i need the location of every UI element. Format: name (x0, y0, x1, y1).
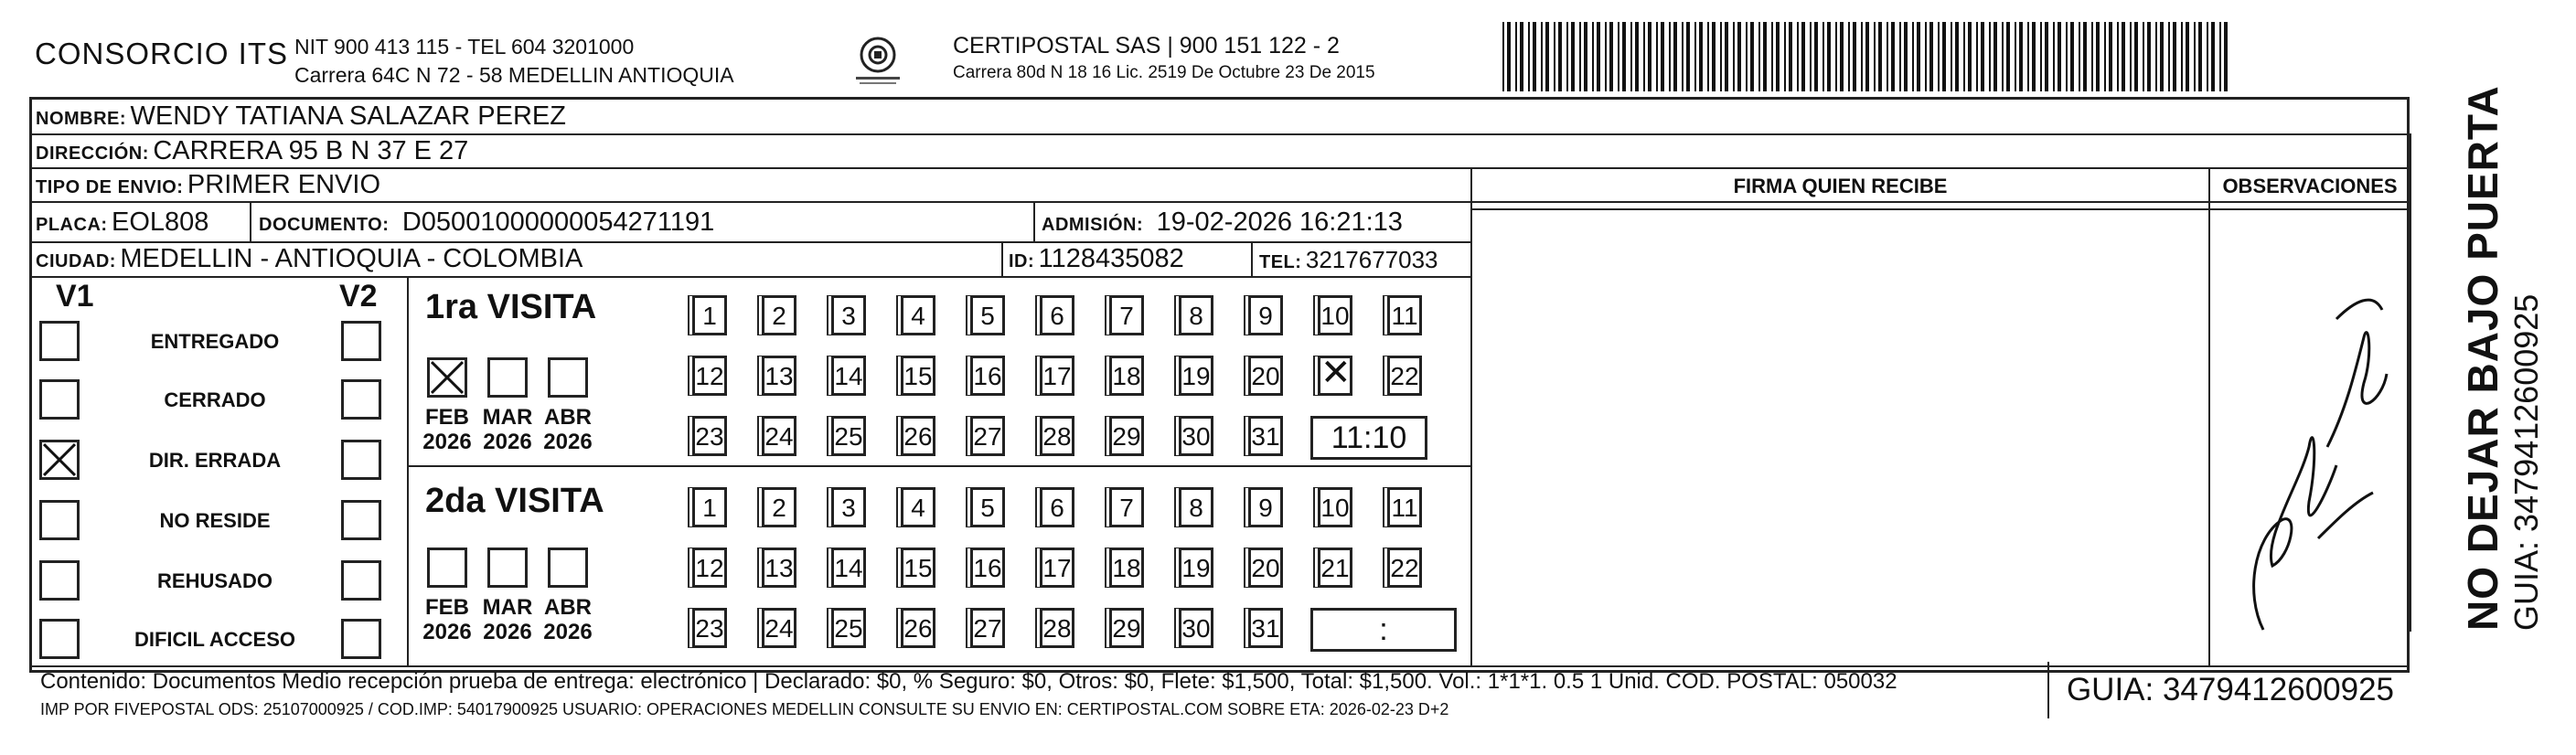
day-box[interactable]: 9 (1248, 295, 1283, 335)
day-box[interactable]: 18 (1109, 356, 1144, 396)
courier-address: Carrera 80d N 18 16 Lic. 2519 De Octubre 23 De 2015 (953, 63, 1375, 82)
address-value: CARRERA 95 B N 37 E 27 (153, 136, 469, 165)
shipment-type: PRIMER ENVIO (187, 170, 381, 199)
company-address: Carrera 64C N 72 - 58 MEDELLIN ANTIOQUIA (294, 63, 734, 87)
month-year: 2026 (543, 430, 593, 454)
month-year: 2026 (422, 430, 472, 454)
month-checkbox[interactable] (548, 548, 588, 588)
day-box[interactable]: 6 (1040, 487, 1074, 527)
day-box[interactable]: 27 (970, 416, 1005, 456)
month-label (480, 595, 535, 644)
visit1-time[interactable]: 11:10 (1310, 416, 1427, 460)
day-box[interactable]: 28 (1040, 608, 1074, 648)
day-box[interactable]: 31 (1248, 608, 1283, 648)
city-label: CIUDAD: (36, 251, 116, 271)
month-name: MAR (482, 595, 533, 620)
day-box[interactable]: 17 (1040, 548, 1074, 588)
month-checkbox[interactable] (548, 357, 588, 398)
day-box[interactable]: 10 (1318, 295, 1352, 335)
day-box[interactable]: 17 (1040, 356, 1074, 396)
day-box[interactable]: 8 (1179, 295, 1213, 335)
day-box[interactable]: 19 (1179, 356, 1213, 396)
shipping-form (29, 97, 2410, 673)
day-box[interactable]: 29 (1109, 416, 1144, 456)
document-label: DOCUMENTO: (259, 215, 390, 235)
day-box[interactable]: 11 (1387, 295, 1422, 335)
day-box[interactable]: 13 (762, 356, 796, 396)
month-checkbox[interactable] (487, 357, 528, 398)
visit2-time[interactable]: : (1310, 608, 1457, 652)
phone-field (1259, 246, 1438, 274)
month-checkbox[interactable] (427, 357, 467, 398)
company-name: CONSORCIO ITS (35, 37, 289, 70)
address-label: DIRECCIÓN: (36, 144, 149, 164)
month-name: ABR (544, 595, 592, 620)
month-name: MAR (482, 405, 533, 430)
day-box[interactable]: 6 (1040, 295, 1074, 335)
day-box[interactable]: 10 (1318, 487, 1352, 527)
day-box[interactable]: 7 (1109, 295, 1144, 335)
barcode (1502, 22, 2229, 91)
id-field (1009, 244, 1184, 274)
day-box[interactable]: 3 (831, 295, 866, 335)
day-box[interactable]: 15 (901, 548, 935, 588)
v1-header: V1 (56, 279, 94, 314)
month-name: ABR (544, 405, 592, 430)
day-box[interactable]: 28 (1040, 416, 1074, 456)
id-label: ID: (1009, 251, 1035, 271)
day-box[interactable]: 2 (762, 295, 796, 335)
certipostal-logo (850, 33, 905, 90)
day-box[interactable]: 25 (831, 416, 866, 456)
day-box[interactable]: 18 (1109, 548, 1144, 588)
day-box[interactable]: 31 (1248, 416, 1283, 456)
v2-checkbox[interactable] (341, 379, 381, 420)
month-label (420, 595, 475, 644)
day-box[interactable]: 5 (970, 487, 1005, 527)
shipment-type-field (36, 170, 380, 200)
day-box[interactable]: 7 (1109, 487, 1144, 527)
status-label: NO RESIDE (159, 509, 271, 532)
status-label: DIFICIL ACCESO (134, 628, 295, 651)
city-value: MEDELLIN - ANTIOQUIA - COLOMBIA (120, 244, 583, 273)
recipient-signature (2227, 264, 2400, 648)
day-box[interactable]: 25 (831, 608, 866, 648)
no-under-door-warning: NO DEJAR BAJO PUERTA (2459, 85, 2507, 631)
recipient-name: WENDY TATIANA SALAZAR PEREZ (130, 101, 566, 131)
v2-checkbox[interactable] (341, 619, 381, 659)
day-box[interactable]: 16 (970, 356, 1005, 396)
month-checkbox[interactable] (487, 548, 528, 588)
document-number: D05001000000054271191 (401, 207, 715, 237)
side-notice (2458, 85, 2546, 631)
v2-checkbox[interactable] (341, 440, 381, 480)
day-box[interactable]: 20 (1248, 356, 1283, 396)
nit-line: NIT 900 413 115 - TEL 604 3201000 (294, 35, 635, 58)
plate-label: PLACA: (36, 215, 108, 235)
day-box[interactable]: 4 (901, 295, 935, 335)
day-box[interactable]: 19 (1179, 548, 1213, 588)
day-box[interactable]: 5 (970, 295, 1005, 335)
id-value: 1128435082 (1038, 244, 1184, 273)
day-box[interactable]: 30 (1179, 608, 1213, 648)
v2-checkbox[interactable] (341, 321, 381, 361)
print-info-line: IMP POR FIVEPOSTAL ODS: 25107000925 / COD.IMP: 54017900925 USUARIO: OPERACIONES MEDELLIN CONSULTE SU ENVIO EN: CERTIPOSTAL.COM SOBRE ETA: 2026-02-23 D+2 (40, 700, 1449, 718)
city-field (36, 244, 583, 274)
v2-checkbox[interactable] (341, 560, 381, 601)
signature-column-title: FIRMA QUIEN RECIBE (1733, 175, 1948, 197)
admission-field (1042, 207, 1403, 238)
day-box[interactable]: 14 (831, 548, 866, 588)
month-name: FEB (425, 595, 469, 620)
admission-label: ADMISIÓN: (1042, 215, 1144, 235)
day-box[interactable]: 16 (970, 548, 1005, 588)
day-box[interactable]: 23 (692, 416, 727, 456)
day-box[interactable]: 22 (1387, 356, 1422, 396)
shipment-type-label: TIPO DE ENVIO: (36, 177, 184, 197)
observations-column-title: OBSERVACIONES (2222, 175, 2398, 197)
day-box[interactable]: 14 (831, 356, 866, 396)
day-box[interactable]: 20 (1248, 548, 1283, 588)
month-label (540, 595, 595, 644)
day-box[interactable]: 8 (1179, 487, 1213, 527)
address-field (36, 136, 468, 166)
side-tracking-number: GUIA: 3479412600925 (2507, 293, 2545, 631)
v1-checkbox[interactable] (39, 560, 80, 601)
day-box[interactable]: 1 (692, 295, 727, 335)
month-checkbox[interactable] (427, 548, 467, 588)
day-box[interactable]: 29 (1109, 608, 1144, 648)
month-name: FEB (425, 405, 469, 430)
day-box[interactable]: 27 (970, 608, 1005, 648)
recipient-name-label: NOMBRE: (36, 109, 127, 129)
plate-field (36, 207, 208, 238)
v1-checkbox[interactable] (39, 619, 80, 659)
day-box[interactable]: 30 (1179, 416, 1213, 456)
day-box[interactable]: 12 (692, 548, 727, 588)
plate-value: EOL808 (112, 207, 209, 237)
day-box[interactable]: 26 (901, 608, 935, 648)
day-box[interactable]: 12 (692, 356, 727, 396)
day-box[interactable]: 21 (1318, 548, 1352, 588)
v2-header: V2 (339, 279, 378, 314)
day-box[interactable] (1318, 356, 1352, 396)
day-box[interactable]: 2 (762, 487, 796, 527)
day-box[interactable]: 22 (1387, 548, 1422, 588)
recipient-name-field (36, 101, 566, 132)
month-label (420, 405, 475, 454)
document-field (259, 207, 714, 238)
month-label (480, 405, 535, 454)
day-box[interactable]: 15 (901, 356, 935, 396)
v1-checkbox[interactable] (39, 379, 80, 420)
courier-name: CERTIPOSTAL SAS | 900 151 122 - 2 (953, 33, 1340, 58)
day-box[interactable]: 26 (901, 416, 935, 456)
day-box[interactable]: 9 (1248, 487, 1283, 527)
day-box[interactable]: 13 (762, 548, 796, 588)
month-year: 2026 (483, 430, 532, 454)
month-year: 2026 (543, 620, 593, 644)
v1-checkbox[interactable] (39, 500, 80, 540)
status-label: CERRADO (164, 388, 266, 411)
status-label: REHUSADO (157, 569, 273, 592)
day-box[interactable]: 3 (831, 487, 866, 527)
v1-checkbox[interactable] (39, 440, 80, 480)
day-box[interactable]: 23 (692, 608, 727, 648)
day-box[interactable]: 24 (762, 416, 796, 456)
visit1-title: 1ra VISITA (425, 288, 597, 326)
courier-info (953, 33, 1375, 83)
v2-checkbox[interactable] (341, 500, 381, 540)
month-year: 2026 (483, 620, 532, 644)
status-label: ENTREGADO (150, 330, 280, 353)
status-label: DIR. ERRADA (148, 449, 282, 472)
day-box[interactable]: 1 (692, 487, 727, 527)
contents-line: Contenido: Documentos Medio recepción prueba de entrega: electrónico | Declarado: $0, % Seguro: $0, Otros: $0, Flete: $1,500, Total: $1,500. Vol.: 1*1*1. 0.5 1 Unid. COD. POSTAL: 050032 (40, 669, 1897, 694)
v1-checkbox[interactable] (39, 321, 80, 361)
phone-value: 3217677033 (1305, 246, 1438, 273)
tracking-number-box: GUIA: 3479412600925 (2047, 662, 2411, 718)
day-box[interactable]: 4 (901, 487, 935, 527)
day-box[interactable]: 11 (1387, 487, 1422, 527)
month-label (540, 405, 595, 454)
company-info (294, 33, 734, 90)
visit2-title: 2da VISITA (425, 482, 604, 520)
admission-datetime: 19-02-2026 16:21:13 (1156, 207, 1403, 237)
day-box[interactable]: 24 (762, 608, 796, 648)
phone-label: TEL: (1259, 252, 1302, 272)
month-year: 2026 (422, 620, 472, 644)
